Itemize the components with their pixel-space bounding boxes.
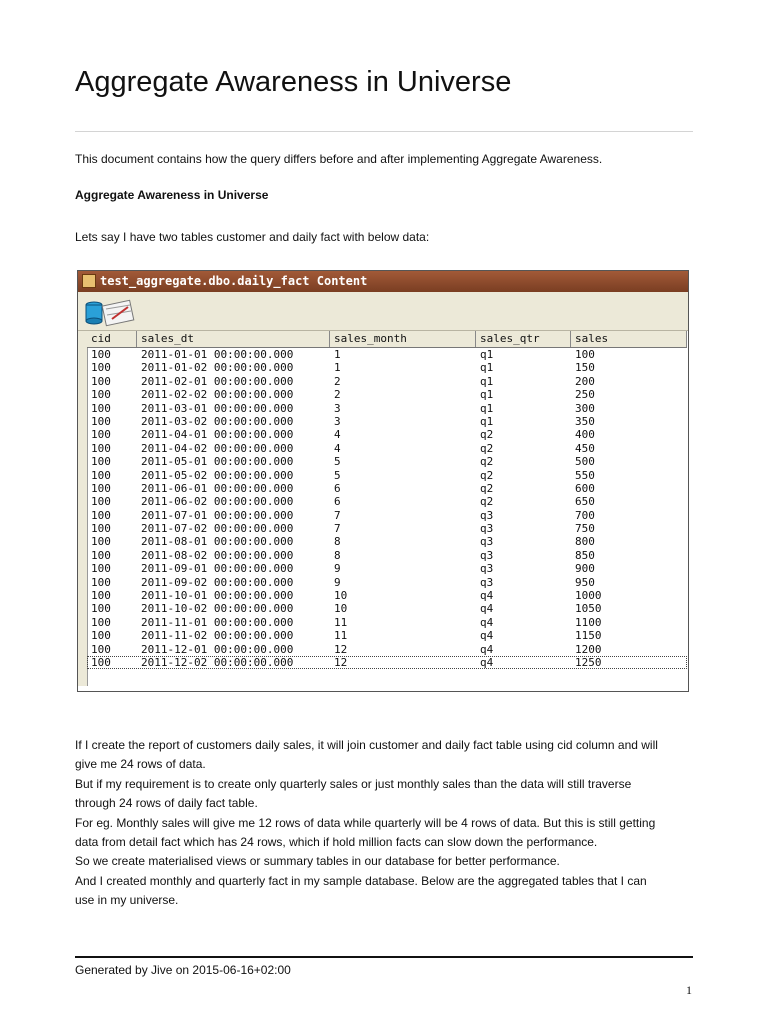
table-row[interactable] xyxy=(87,562,687,575)
table-cell: q4 xyxy=(480,602,494,616)
table-cell: 2011-03-01 00:00:00.000 xyxy=(141,401,294,415)
table-cell: 1250 xyxy=(575,655,602,669)
table-cell: 2011-01-01 00:00:00.000 xyxy=(141,348,294,361)
table-cell: 10 xyxy=(334,589,348,603)
table-cell: 2011-03-02 00:00:00.000 xyxy=(141,414,294,428)
table-cell: q2 xyxy=(480,481,494,495)
table-cell: q3 xyxy=(480,508,494,522)
table-cell: 9 xyxy=(334,562,341,576)
table-cell: 2011-11-01 00:00:00.000 xyxy=(141,615,294,629)
column-header-cid[interactable]: cid xyxy=(87,331,137,347)
table-cell: 100 xyxy=(91,655,111,669)
table-cell: 600 xyxy=(575,481,595,495)
table-cell: q1 xyxy=(480,414,494,428)
tables-intro-paragraph: Lets say I have two tables customer and daily fact with below data: xyxy=(75,230,430,244)
body-line: So we create materialised views or summary tables in our database for better performance. xyxy=(75,854,560,869)
table-cell: q4 xyxy=(480,615,494,629)
table-cell: 7 xyxy=(334,508,341,522)
table-cell: 100 xyxy=(91,548,111,562)
footer-divider xyxy=(75,956,693,958)
table-cell: q2 xyxy=(480,441,494,455)
table-row[interactable] xyxy=(87,602,687,615)
table-cell: 3 xyxy=(334,401,341,415)
table-cell: 2011-09-01 00:00:00.000 xyxy=(141,562,294,576)
table-cell: 1 xyxy=(334,348,341,361)
table-cell: q2 xyxy=(480,428,494,442)
table-row[interactable] xyxy=(87,629,687,642)
body-line: give me 24 rows of data. xyxy=(75,757,206,772)
table-data-icon[interactable] xyxy=(84,297,136,327)
page-title: Aggregate Awareness in Universe xyxy=(75,66,512,98)
section-heading: Aggregate Awareness in Universe xyxy=(75,188,269,202)
table-cell: 100 xyxy=(91,642,111,656)
column-header-sales[interactable]: sales xyxy=(571,331,687,347)
table-cell: 3 xyxy=(334,414,341,428)
table-cell: 100 xyxy=(91,589,111,603)
table-row[interactable] xyxy=(87,442,687,455)
body-line: If I create the report of customers daily sales, it will join customer and daily fact table using cid column and will xyxy=(75,738,658,752)
table-cell: 1000 xyxy=(575,589,602,603)
table-cell: 450 xyxy=(575,441,595,455)
table-cell: q1 xyxy=(480,401,494,415)
table-cell: 1200 xyxy=(575,642,602,656)
table-cell: 100 xyxy=(91,508,111,522)
table-cell: 1100 xyxy=(575,615,602,629)
body-text xyxy=(75,736,695,911)
body-line: But if my requirement is to create only quarterly sales or just monthly sales than the data will still traverse xyxy=(75,776,632,791)
table-row[interactable] xyxy=(87,656,687,669)
table-cell: 2011-07-02 00:00:00.000 xyxy=(141,522,294,536)
table-cell: 2011-02-02 00:00:00.000 xyxy=(141,388,294,402)
table-row[interactable] xyxy=(87,428,687,441)
table-cell: q4 xyxy=(480,655,494,669)
table-cell: 4 xyxy=(334,428,341,442)
page-number: 1 xyxy=(686,983,692,997)
table-cell: 1 xyxy=(334,361,341,375)
body-line: And I created monthly and quarterly fact in my sample database. Below are the aggregated tables that I can xyxy=(75,873,647,888)
table-cell: 1150 xyxy=(575,629,602,643)
table-cell: 100 xyxy=(91,562,111,576)
table-row[interactable] xyxy=(87,522,687,535)
table-content-window xyxy=(77,270,689,692)
table-cell: q3 xyxy=(480,548,494,562)
table-cell: 400 xyxy=(575,428,595,442)
table-row[interactable] xyxy=(87,375,687,388)
table-cell: 100 xyxy=(91,575,111,589)
table-cell: 250 xyxy=(575,388,595,402)
table-row[interactable] xyxy=(87,469,687,482)
table-cell: q4 xyxy=(480,629,494,643)
table-cell: q4 xyxy=(480,642,494,656)
window-titlebar xyxy=(78,271,688,292)
table-cell: 11 xyxy=(334,629,348,643)
table-cell: 100 xyxy=(91,629,111,643)
table-cell: 5 xyxy=(334,468,341,482)
table-cell: 7 xyxy=(334,522,341,536)
body-line: For eg. Monthly sales will give me 12 rows of data while quarterly will be 4 rows of data. But this is still getting xyxy=(75,815,656,830)
grid-header xyxy=(87,331,687,348)
table-cell: 850 xyxy=(575,548,595,562)
table-cell: 100 xyxy=(91,481,111,495)
table-cell: q3 xyxy=(480,575,494,589)
table-cell: 9 xyxy=(334,575,341,589)
table-row[interactable] xyxy=(87,549,687,562)
column-header-sales-dt[interactable]: sales_dt xyxy=(137,331,330,347)
table-cell: q2 xyxy=(480,468,494,482)
table-cell: 950 xyxy=(575,575,595,589)
table-cell: 2011-09-02 00:00:00.000 xyxy=(141,575,294,589)
table-cell: 2011-04-02 00:00:00.000 xyxy=(141,441,294,455)
table-cell: 100 xyxy=(91,615,111,629)
body-line: data from detail fact which has 24 rows, which if hold million facts can slow down the performance. xyxy=(75,835,598,850)
table-cell: 100 xyxy=(91,361,111,375)
table-cell: 100 xyxy=(91,522,111,536)
table-cell: 750 xyxy=(575,522,595,536)
intro-paragraph: This document contains how the query differs before and after implementing Aggregate Awareness. xyxy=(75,152,603,166)
table-cell: 2011-11-02 00:00:00.000 xyxy=(141,629,294,643)
table-row[interactable] xyxy=(87,589,687,602)
table-cell: q2 xyxy=(480,495,494,509)
table-cell: 8 xyxy=(334,548,341,562)
table-row[interactable] xyxy=(87,535,687,548)
table-cell: 2011-08-02 00:00:00.000 xyxy=(141,548,294,562)
table-cell: 2011-05-01 00:00:00.000 xyxy=(141,455,294,469)
table-cell: 100 xyxy=(91,468,111,482)
table-row[interactable] xyxy=(87,482,687,495)
table-cell: 4 xyxy=(334,441,341,455)
table-cell: 100 xyxy=(91,414,111,428)
table-cell: 550 xyxy=(575,468,595,482)
table-cell: 100 xyxy=(91,535,111,549)
table-cell: 100 xyxy=(91,428,111,442)
table-cell: 300 xyxy=(575,401,595,415)
table-cell: q2 xyxy=(480,455,494,469)
table-row[interactable] xyxy=(87,402,687,415)
table-cell: q1 xyxy=(480,361,494,375)
table-row[interactable] xyxy=(87,495,687,508)
table-cell: 150 xyxy=(575,361,595,375)
table-row[interactable] xyxy=(87,616,687,629)
table-cell: 2011-04-01 00:00:00.000 xyxy=(141,428,294,442)
app-icon xyxy=(82,274,96,288)
table-cell: 900 xyxy=(575,562,595,576)
table-row[interactable] xyxy=(87,455,687,468)
title-divider xyxy=(75,131,693,132)
table-cell: 1050 xyxy=(575,602,602,616)
table-cell: 800 xyxy=(575,535,595,549)
table-row[interactable] xyxy=(87,348,687,361)
table-cell: 12 xyxy=(334,642,348,656)
table-cell: q4 xyxy=(480,589,494,603)
table-cell: 100 xyxy=(575,348,595,361)
table-cell: 100 xyxy=(91,455,111,469)
table-cell: 2011-05-02 00:00:00.000 xyxy=(141,468,294,482)
table-cell: 12 xyxy=(334,655,348,669)
grid-body xyxy=(87,348,687,669)
body-line: through 24 rows of daily fact table. xyxy=(75,796,258,811)
table-cell: 2011-02-01 00:00:00.000 xyxy=(141,374,294,388)
table-cell: 100 xyxy=(91,388,111,402)
column-header-sales-qtr[interactable]: sales_qtr xyxy=(476,331,571,347)
table-cell: 6 xyxy=(334,481,341,495)
table-row[interactable] xyxy=(87,388,687,401)
table-cell: 100 xyxy=(91,495,111,509)
footer-text: Generated by Jive on 2015-06-16+02:00 xyxy=(75,963,291,977)
table-row[interactable] xyxy=(87,361,687,374)
table-cell: 650 xyxy=(575,495,595,509)
table-cell: q3 xyxy=(480,562,494,576)
table-cell: 100 xyxy=(91,348,111,361)
table-cell: 6 xyxy=(334,495,341,509)
table-cell: q1 xyxy=(480,388,494,402)
table-cell: 5 xyxy=(334,455,341,469)
table-cell: 2011-08-01 00:00:00.000 xyxy=(141,535,294,549)
window-toolbar xyxy=(78,292,688,331)
table-cell: 11 xyxy=(334,615,348,629)
table-cell: 2011-06-01 00:00:00.000 xyxy=(141,481,294,495)
table-cell: 100 xyxy=(91,602,111,616)
table-cell: 100 xyxy=(91,401,111,415)
table-row[interactable] xyxy=(87,643,687,656)
data-grid[interactable] xyxy=(87,331,687,669)
table-cell: 2011-10-01 00:00:00.000 xyxy=(141,589,294,603)
table-cell: 700 xyxy=(575,508,595,522)
table-cell: 2011-07-01 00:00:00.000 xyxy=(141,508,294,522)
column-header-sales-month[interactable]: sales_month xyxy=(330,331,476,347)
table-cell: 2011-12-01 00:00:00.000 xyxy=(141,642,294,656)
table-cell: 2011-01-02 00:00:00.000 xyxy=(141,361,294,375)
table-row[interactable] xyxy=(87,576,687,589)
table-cell: 8 xyxy=(334,535,341,549)
table-row[interactable] xyxy=(87,509,687,522)
table-cell: 100 xyxy=(91,374,111,388)
table-row[interactable] xyxy=(87,415,687,428)
table-cell: 200 xyxy=(575,374,595,388)
table-cell: q3 xyxy=(480,535,494,549)
table-cell: 350 xyxy=(575,414,595,428)
table-cell: 10 xyxy=(334,602,348,616)
table-cell: q3 xyxy=(480,522,494,536)
table-cell: 500 xyxy=(575,455,595,469)
table-cell: q1 xyxy=(480,374,494,388)
table-cell: 2011-10-02 00:00:00.000 xyxy=(141,602,294,616)
table-cell: 2011-12-02 00:00:00.000 xyxy=(141,655,294,669)
table-cell: 2 xyxy=(334,374,341,388)
window-title: test_aggregate.dbo.daily_fact Content xyxy=(100,274,368,288)
body-line: use in my universe. xyxy=(75,893,179,908)
table-cell: 2011-06-02 00:00:00.000 xyxy=(141,495,294,509)
table-cell: 2 xyxy=(334,388,341,402)
table-cell: 100 xyxy=(91,441,111,455)
table-cell: q1 xyxy=(480,348,494,361)
